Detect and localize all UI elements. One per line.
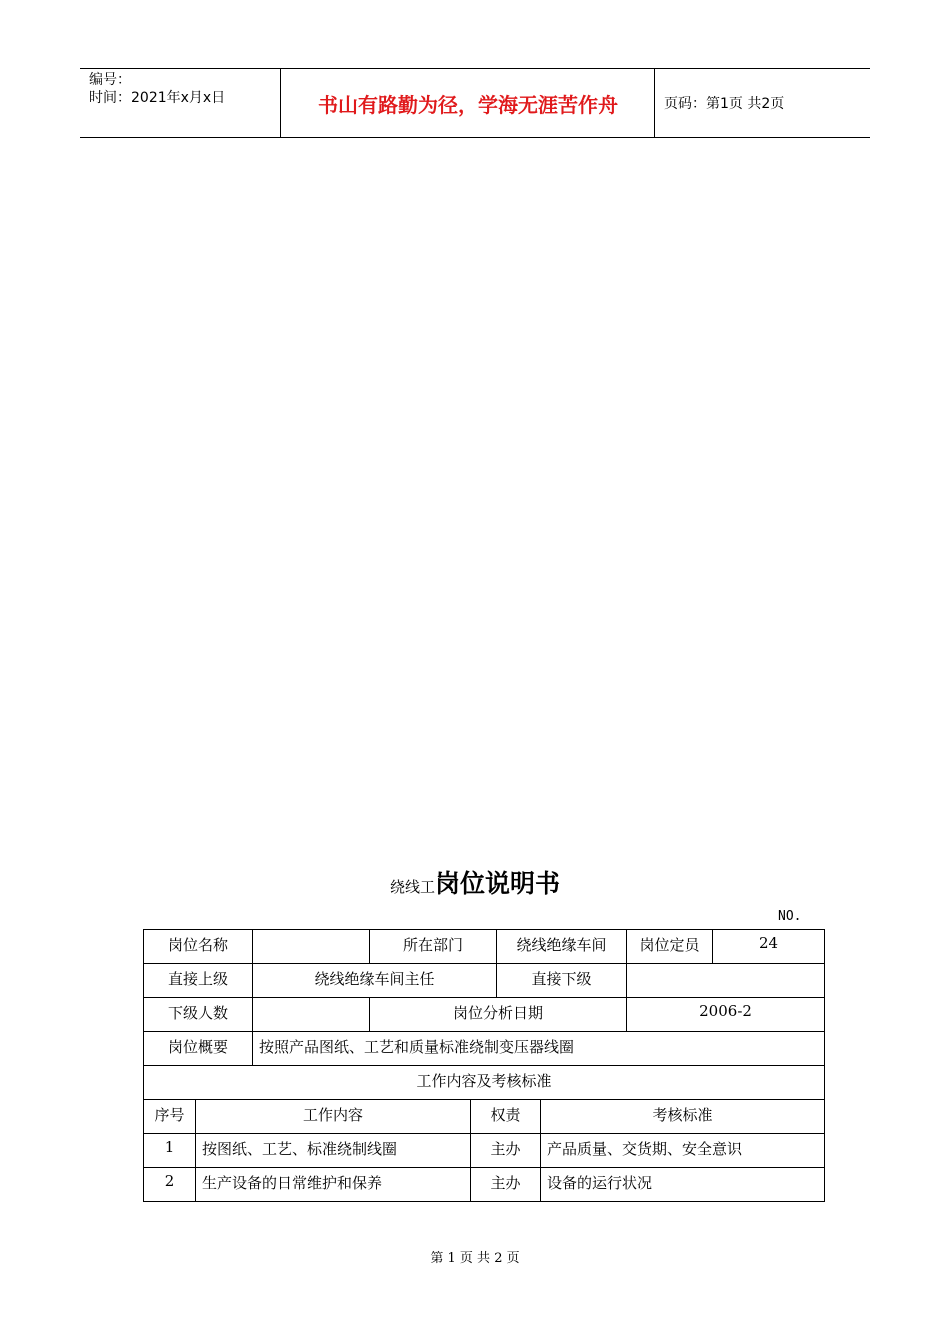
title-prefix: 绕线工 (389, 878, 435, 896)
row-role: 主办 (471, 1168, 541, 1202)
analysis-date-label: 岗位分析日期 (370, 998, 627, 1032)
row-content: 生产设备的日常维护和保养 (196, 1168, 471, 1202)
headcount-value: 24 (713, 930, 825, 964)
table-row (144, 1032, 825, 1066)
row-standard: 产品质量、交货期、安全意识 (541, 1134, 825, 1168)
post-name-value (253, 930, 370, 964)
number-label: 编号： (89, 72, 131, 88)
col-header-content: 工作内容 (196, 1100, 471, 1134)
page-footer: 第 1 页 共 2 页 (430, 1251, 520, 1266)
table-row (144, 998, 825, 1032)
col-header-no: 序号 (144, 1100, 196, 1134)
subordinate-label: 直接下级 (497, 964, 627, 998)
row-no: 1 (144, 1134, 196, 1168)
row-no: 2 (144, 1168, 196, 1202)
row-role: 主办 (471, 1134, 541, 1168)
table-row (144, 1168, 825, 1202)
row-standard: 设备的运行状况 (541, 1168, 825, 1202)
title-main: 岗位说明书 (435, 869, 561, 898)
header-motto: 书山有路勤为径，学海无涯苦作舟 (282, 69, 655, 137)
section-title: 工作内容及考核标准 (144, 1066, 825, 1100)
table-header-row (144, 1100, 825, 1134)
no-label: NO. (778, 909, 802, 924)
table-row (144, 1066, 825, 1100)
col-header-role: 权责 (471, 1100, 541, 1134)
table-row (144, 1134, 825, 1168)
headcount-label: 岗位定员 (627, 930, 713, 964)
dept-label: 所在部门 (370, 930, 497, 964)
col-header-standard: 考核标准 (541, 1100, 825, 1134)
post-name-label: 岗位名称 (144, 930, 253, 964)
table-row (144, 964, 825, 998)
header-page-label: 页码：第1页 共2页 (664, 96, 785, 112)
job-description-table (143, 929, 825, 1202)
row-content: 按图纸、工艺、标准绕制线圈 (196, 1134, 471, 1168)
table-row (144, 930, 825, 964)
summary-label: 岗位概要 (144, 1032, 253, 1066)
subordinate-value (627, 964, 825, 998)
time-label: 时间：2021年x月x日 (89, 90, 226, 106)
dept-value: 绕线绝缘车间 (497, 930, 627, 964)
header-meta (80, 69, 281, 137)
analysis-date-value: 2006-2 (627, 998, 825, 1032)
superior-label: 直接上级 (144, 964, 253, 998)
superior-value: 绕线绝缘车间主任 (253, 964, 497, 998)
sub-count-label: 下级人数 (144, 998, 253, 1032)
summary-value: 按照产品图纸、工艺和质量标准绕制变压器线圈 (253, 1032, 825, 1066)
document-title (0, 864, 950, 900)
sub-count-value (253, 998, 370, 1032)
page-header (80, 68, 870, 138)
